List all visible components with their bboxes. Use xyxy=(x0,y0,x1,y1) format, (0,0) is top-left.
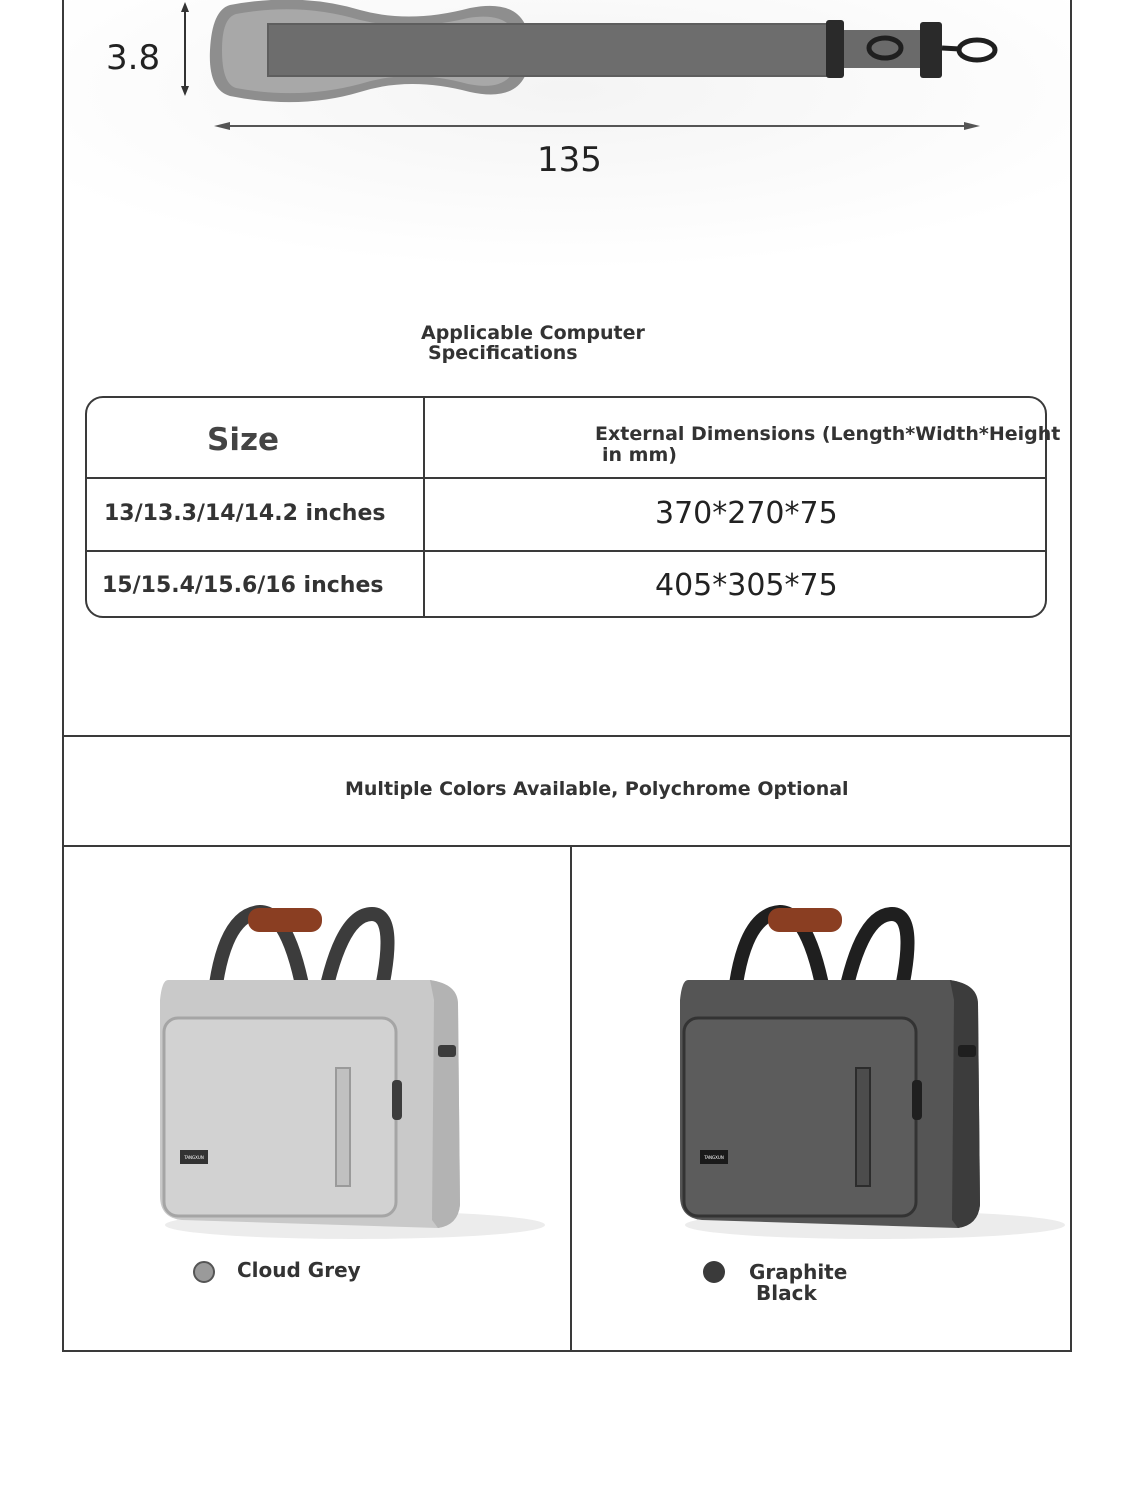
graphite-black-label xyxy=(749,1262,847,1304)
graphite-black-brand-badge: TANGXUN xyxy=(704,1155,724,1160)
cloud-grey-brand-badge: TANGXUN xyxy=(184,1155,204,1160)
header-size: Size xyxy=(207,422,280,458)
specs-title-line2: Specifications xyxy=(428,342,578,364)
frame-middle xyxy=(570,846,572,1351)
specs-title xyxy=(421,323,645,363)
cloud-grey-bag-image xyxy=(140,900,560,1245)
cloud-grey-swatch[interactable] xyxy=(193,1261,215,1283)
header-dimensions-line2: in mm) xyxy=(602,444,677,466)
specs-title-line1: Applicable Computer xyxy=(421,322,645,344)
table-row-2-size: 15/15.4/15.6/16 inches xyxy=(102,573,384,598)
colors-section-title: Multiple Colors Available, Polychrome Optional xyxy=(345,778,849,800)
cloud-grey-label: Cloud Grey xyxy=(237,1258,361,1282)
graphite-black-label-line1: Graphite xyxy=(749,1260,848,1284)
strap-width-label: 3.8 xyxy=(106,38,161,78)
table-row-divider xyxy=(87,477,1045,479)
table-column-divider xyxy=(423,398,425,616)
table-row-divider xyxy=(87,550,1045,552)
graphite-black-swatch[interactable] xyxy=(703,1261,725,1283)
table-row-1-size: 13/13.3/14/14.2 inches xyxy=(104,501,386,526)
frame-divider-colors xyxy=(62,845,1072,847)
graphite-black-label-line2: Black xyxy=(756,1281,817,1305)
header-dimensions xyxy=(595,424,1060,466)
graphite-black-bag-image xyxy=(660,900,1080,1245)
frame-divider-top xyxy=(62,735,1072,737)
specs-table xyxy=(85,396,1061,618)
strap-length-label: 135 xyxy=(537,140,602,180)
frame-bottom xyxy=(62,1350,1072,1352)
header-dimensions-line1: External Dimensions (Length*Width*Height xyxy=(595,423,1061,445)
table-row-1-dimensions: 370*270*75 xyxy=(655,496,838,531)
table-row-2-dimensions: 405*305*75 xyxy=(655,568,838,603)
